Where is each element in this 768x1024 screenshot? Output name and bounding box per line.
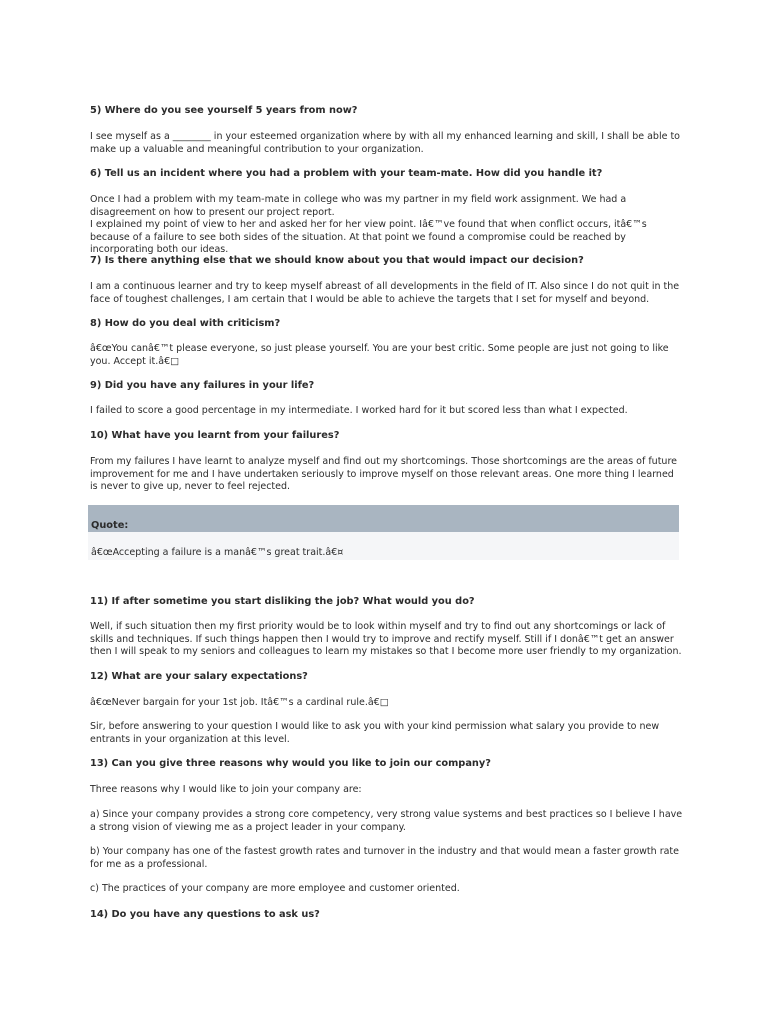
question-11: 11) If after sometime you start disliking the job? What would you do? bbox=[90, 596, 475, 607]
answer-13-a: a) Since your company provides a strong core competency, very strong value systems and best practices so I believe I have a strong vision of viewing me as a project leader in your company. bbox=[90, 809, 683, 833]
question-8: 8) How do you deal with criticism? bbox=[90, 318, 281, 329]
quote-label: Quote: bbox=[91, 520, 129, 531]
question-13: 13) Can you give three reasons why would you like to join our company? bbox=[90, 758, 491, 769]
question-9: 9) Did you have any failures in your life? bbox=[90, 380, 315, 391]
question-7: 7) Is there anything else that we should know about you that would impact our decision? bbox=[90, 255, 584, 266]
answer-7: I am a continuous learner and try to keep myself abreast of all developments in the field of IT. Also since I do not quit in the face of toughest challenges, I am certain that I would be able to achieve the targets that I set for myself and beyond. bbox=[90, 281, 680, 305]
answer-12-quote: â€œNever bargain for your 1st job. Itâ€™s a cardinal rule.â€□ bbox=[90, 697, 389, 708]
answer-13-c: c) The practices of your company are more employee and customer oriented. bbox=[90, 883, 460, 894]
answer-13-intro: Three reasons why I would like to join your company are: bbox=[90, 784, 362, 795]
question-5: 5) Where do you see yourself 5 years from now? bbox=[90, 105, 358, 116]
answer-10: From my failures I have learnt to analyze myself and find out my shortcomings. Those shortcomings are the areas of future improvement for me and I have undertaken seriously to improve myself on those relevant areas. One more thing I learned is never to give up, never to feel rejected. bbox=[90, 456, 677, 493]
question-14: 14) Do you have any questions to ask us? bbox=[90, 909, 320, 920]
quote-text: â€œAccepting a failure is a manâ€™s great trait.â€¤ bbox=[91, 547, 344, 558]
answer-5: I see myself as a ________ in your esteemed organization where by with all my enhanced learning and skill, I shall be able to make up a valuable and meaningful contribution to your organization. bbox=[90, 131, 680, 155]
answer-11: Well, if such situation then my first priority would be to look within myself and try to find out any shortcomings or lack of skills and techniques. If such things happen then I would try to improve and rectify myself. Still if I donâ€™t get an answer then I will speak to my seniors and colleagues to learn my mistakes so that I become more user friendly to my organization. bbox=[90, 621, 682, 658]
question-12: 12) What are your salary expectations? bbox=[90, 671, 308, 682]
answer-13-b: b) Your company has one of the fastest growth rates and turnover in the industry and that would mean a faster growth rate for me as a professional. bbox=[90, 846, 679, 870]
quote-box bbox=[88, 532, 679, 560]
answer-12: Sir, before answering to your question I would like to ask you with your kind permission what salary you provide to new entrants in your organization at this level. bbox=[90, 721, 660, 745]
answer-8: â€œYou canâ€™t please everyone, so just please yourself. You are your best critic. Some people are just not going to like you. Accept it.â€□ bbox=[90, 343, 669, 367]
question-6: 6) Tell us an incident where you had a problem with your team-mate. How did you handle it? bbox=[90, 168, 603, 179]
question-10: 10) What have you learnt from your failures? bbox=[90, 430, 340, 441]
answer-9: I failed to score a good percentage in my intermediate. I worked hard for it but scored less than what I expected. bbox=[90, 405, 628, 416]
answer-6: Once I had a problem with my team-mate in college who was my partner in my field work assignment. We had a disagreement on how to present our project report. I explained my point of view to her and asked her for her view point. Iâ€™ve found that when conflict occurs, itâ€™s because of a failure to see both sides of the situation. At that point we found a compromise could be reached by incorporating both our ideas. bbox=[90, 194, 647, 256]
quote-header bbox=[88, 505, 679, 532]
